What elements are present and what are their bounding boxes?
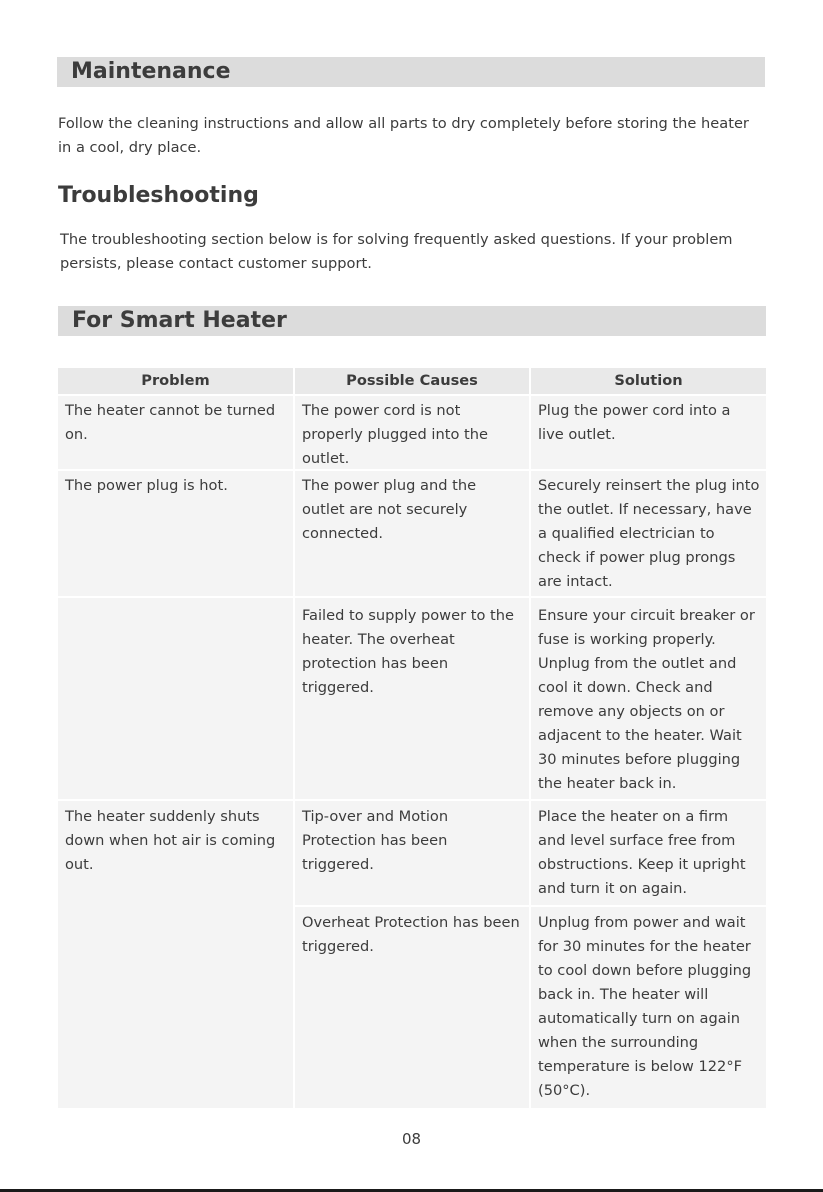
troubleshooting-text: The troubleshooting section below is for solving frequently asked questions. If your problem persists, please contact customer support. bbox=[60, 231, 733, 272]
table-cell-problem: The heater suddenly shuts down when hot air is coming out. bbox=[58, 801, 293, 1108]
header-possible-causes: Possible Causes bbox=[295, 368, 529, 394]
table-cell-cause: Failed to supply power to the heater. The overheat protection has been triggered. bbox=[295, 598, 529, 799]
table-cell-problem bbox=[58, 598, 293, 799]
table-cell-problem: The heater cannot be turned on. bbox=[58, 396, 293, 469]
page-number: 08 bbox=[401, 1130, 422, 1148]
table-cell-cause: Overheat Protection has been triggered. bbox=[295, 907, 529, 1108]
table-cell-solution: Unplug from power and wait for 30 minutes for the heater to cool down before plugging back in. The heater will automatically turn on again when the surrounding temperature is below 122°F (50°C). bbox=[531, 907, 766, 1108]
table-cell-solution: Securely reinsert the plug into the outlet. If necessary, have a qualified electrician to check if power plug prongs are intact. bbox=[531, 471, 766, 596]
troubleshooting-heading: Troubleshooting bbox=[58, 183, 259, 208]
table-cell-solution: Ensure your circuit breaker or fuse is working properly. Unplug from the outlet and cool it down. Check and remove any objects on or adjacent to the heater. Wait 30 minutes before plugging the heater back in. bbox=[531, 598, 766, 799]
maintenance-text: Follow the cleaning instructions and allow all parts to dry completely before storing the heater in a cool, dry place. bbox=[58, 115, 749, 156]
section-heading: For Smart Heater bbox=[58, 306, 766, 336]
table-cell-solution: Plug the power cord into a live outlet. bbox=[531, 396, 766, 469]
header-solution: Solution bbox=[531, 368, 766, 394]
table-cell-cause: Tip-over and Motion Protection has been triggered. bbox=[295, 801, 529, 905]
maintenance-heading: Maintenance bbox=[57, 57, 765, 87]
table-cell-cause: The power cord is not properly plugged into the outlet. bbox=[295, 396, 529, 469]
table-cell-solution: Place the heater on a firm and level surface free from obstructions. Keep it upright and turn it on again. bbox=[531, 801, 766, 905]
table-cell-problem: The power plug is hot. bbox=[58, 471, 293, 596]
header-problem: Problem bbox=[58, 368, 293, 394]
table-cell-cause: The power plug and the outlet are not securely connected. bbox=[295, 471, 529, 596]
